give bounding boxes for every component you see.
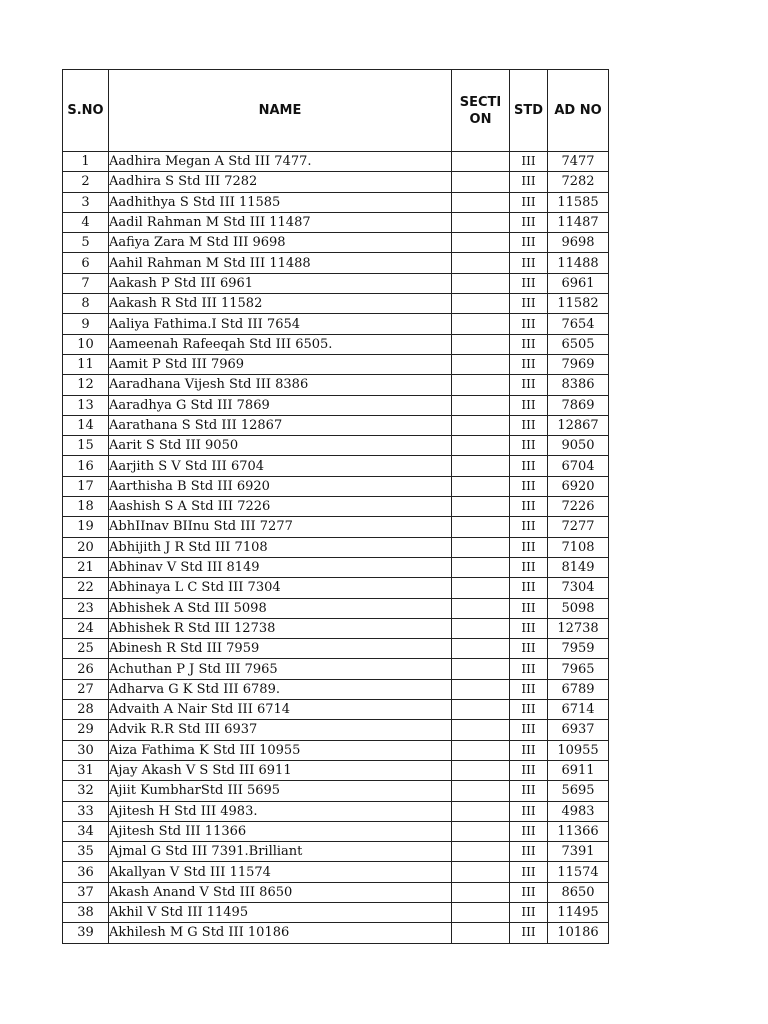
cell-sno: 4 [63, 212, 109, 232]
cell-section [452, 659, 510, 679]
cell-std: III [510, 476, 548, 496]
cell-name: Advik R.R Std III 6937 [109, 720, 452, 740]
table-row [63, 395, 609, 415]
cell-std: III [510, 760, 548, 780]
cell-section [452, 314, 510, 334]
table-row [63, 618, 609, 638]
cell-name: Aaradhana Vijesh Std III 8386 [109, 375, 452, 395]
cell-sno: 6 [63, 253, 109, 273]
cell-section [452, 152, 510, 172]
cell-name: Aadhira S Std III 7282 [109, 172, 452, 192]
table-row [63, 537, 609, 557]
cell-section [452, 578, 510, 598]
cell-name: Aakash P Std III 6961 [109, 273, 452, 293]
cell-section [452, 212, 510, 232]
table-row [63, 152, 609, 172]
cell-section [452, 436, 510, 456]
cell-sno: 9 [63, 314, 109, 334]
cell-name: Aadhira Megan A Std III 7477. [109, 152, 452, 172]
cell-name: Abinesh R Std III 7959 [109, 639, 452, 659]
cell-adno: 6920 [548, 476, 609, 496]
header-name: NAME [109, 70, 452, 152]
cell-section [452, 233, 510, 253]
cell-std: III [510, 456, 548, 476]
cell-sno: 28 [63, 700, 109, 720]
cell-sno: 33 [63, 801, 109, 821]
cell-std: III [510, 517, 548, 537]
cell-adno: 11495 [548, 902, 609, 922]
cell-adno: 6789 [548, 679, 609, 699]
cell-name: Aadhithya S Std III 11585 [109, 192, 452, 212]
table-row [63, 720, 609, 740]
cell-section [452, 497, 510, 517]
table-row [63, 294, 609, 314]
cell-adno: 7654 [548, 314, 609, 334]
cell-name: Aakash R Std III 11582 [109, 294, 452, 314]
cell-std: III [510, 598, 548, 618]
cell-name: Aaradhya G Std III 7869 [109, 395, 452, 415]
table-row [63, 233, 609, 253]
table-row [63, 740, 609, 760]
cell-sno: 1 [63, 152, 109, 172]
cell-sno: 20 [63, 537, 109, 557]
cell-section [452, 902, 510, 922]
cell-name: Abhishek R Std III 12738 [109, 618, 452, 638]
cell-adno: 7226 [548, 497, 609, 517]
table-row [63, 192, 609, 212]
cell-section [452, 537, 510, 557]
cell-sno: 34 [63, 821, 109, 841]
table-row [63, 172, 609, 192]
cell-adno: 5098 [548, 598, 609, 618]
table-row [63, 821, 609, 841]
cell-adno: 6714 [548, 700, 609, 720]
cell-std: III [510, 700, 548, 720]
cell-adno: 11487 [548, 212, 609, 232]
cell-std: III [510, 740, 548, 760]
cell-adno: 7304 [548, 578, 609, 598]
cell-section [452, 294, 510, 314]
cell-std: III [510, 923, 548, 943]
cell-sno: 24 [63, 618, 109, 638]
table-row [63, 842, 609, 862]
table-row [63, 578, 609, 598]
cell-name: Akhil V Std III 11495 [109, 902, 452, 922]
cell-adno: 12738 [548, 618, 609, 638]
cell-name: Aarjith S V Std III 6704 [109, 456, 452, 476]
cell-std: III [510, 172, 548, 192]
cell-sno: 10 [63, 334, 109, 354]
cell-std: III [510, 639, 548, 659]
cell-section [452, 517, 510, 537]
cell-adno: 7965 [548, 659, 609, 679]
cell-sno: 29 [63, 720, 109, 740]
table-row [63, 781, 609, 801]
cell-adno: 7869 [548, 395, 609, 415]
table-row [63, 314, 609, 334]
cell-sno: 30 [63, 740, 109, 760]
cell-section [452, 172, 510, 192]
cell-name: Aaliya Fathima.I Std III 7654 [109, 314, 452, 334]
table-row [63, 334, 609, 354]
cell-name: Akallyan V Std III 11574 [109, 862, 452, 882]
cell-sno: 27 [63, 679, 109, 699]
cell-std: III [510, 334, 548, 354]
cell-section [452, 700, 510, 720]
table-row [63, 902, 609, 922]
cell-std: III [510, 882, 548, 902]
cell-sno: 18 [63, 497, 109, 517]
cell-adno: 11574 [548, 862, 609, 882]
cell-section [452, 476, 510, 496]
cell-adno: 7277 [548, 517, 609, 537]
cell-sno: 37 [63, 882, 109, 902]
cell-name: Aarathana S Std III 12867 [109, 415, 452, 435]
table-header [63, 70, 609, 152]
cell-sno: 15 [63, 436, 109, 456]
header-std: STD [510, 70, 548, 152]
cell-adno: 9050 [548, 436, 609, 456]
table-row [63, 456, 609, 476]
cell-name: Abhinaya L C Std III 7304 [109, 578, 452, 598]
table-row [63, 679, 609, 699]
cell-adno: 6961 [548, 273, 609, 293]
cell-adno: 5695 [548, 781, 609, 801]
cell-sno: 14 [63, 415, 109, 435]
table-row [63, 253, 609, 273]
cell-std: III [510, 902, 548, 922]
cell-std: III [510, 375, 548, 395]
cell-std: III [510, 395, 548, 415]
cell-section [452, 639, 510, 659]
cell-adno: 11488 [548, 253, 609, 273]
cell-name: Ajiit KumbharStd III 5695 [109, 781, 452, 801]
table-row [63, 862, 609, 882]
table-row [63, 354, 609, 374]
cell-section [452, 557, 510, 577]
student-list-table [62, 69, 609, 944]
cell-section [452, 395, 510, 415]
cell-adno: 10955 [548, 740, 609, 760]
cell-adno: 12867 [548, 415, 609, 435]
cell-adno: 7391 [548, 842, 609, 862]
table-row [63, 882, 609, 902]
table-row [63, 517, 609, 537]
cell-std: III [510, 659, 548, 679]
cell-std: III [510, 821, 548, 841]
cell-adno: 7108 [548, 537, 609, 557]
cell-name: Aiza Fathima K Std III 10955 [109, 740, 452, 760]
cell-std: III [510, 436, 548, 456]
cell-name: Abhinav V Std III 8149 [109, 557, 452, 577]
cell-section [452, 821, 510, 841]
cell-section [452, 334, 510, 354]
header-row [63, 70, 609, 152]
cell-std: III [510, 233, 548, 253]
cell-sno: 23 [63, 598, 109, 618]
cell-name: Aafiya Zara M Std III 9698 [109, 233, 452, 253]
cell-section [452, 375, 510, 395]
cell-section [452, 415, 510, 435]
cell-name: Advaith A Nair Std III 6714 [109, 700, 452, 720]
cell-adno: 6937 [548, 720, 609, 740]
cell-name: Ajmal G Std III 7391.Brilliant [109, 842, 452, 862]
table-row [63, 497, 609, 517]
cell-name: AbhIInav BIInu Std III 7277 [109, 517, 452, 537]
cell-adno: 7959 [548, 639, 609, 659]
cell-adno: 4983 [548, 801, 609, 821]
cell-section [452, 862, 510, 882]
cell-sno: 25 [63, 639, 109, 659]
cell-name: Aarit S Std III 9050 [109, 436, 452, 456]
cell-sno: 7 [63, 273, 109, 293]
cell-sno: 22 [63, 578, 109, 598]
cell-name: Ajitesh H Std III 4983. [109, 801, 452, 821]
cell-adno: 8386 [548, 375, 609, 395]
cell-name: Ajay Akash V S Std III 6911 [109, 760, 452, 780]
cell-sno: 5 [63, 233, 109, 253]
cell-std: III [510, 862, 548, 882]
table-row [63, 436, 609, 456]
cell-name: Akash Anand V Std III 8650 [109, 882, 452, 902]
cell-section [452, 740, 510, 760]
cell-sno: 35 [63, 842, 109, 862]
cell-sno: 11 [63, 354, 109, 374]
table-row [63, 375, 609, 395]
cell-name: Aadil Rahman M Std III 11487 [109, 212, 452, 232]
header-section: SECTI ON [452, 70, 510, 152]
cell-section [452, 618, 510, 638]
cell-adno: 9698 [548, 233, 609, 253]
cell-sno: 32 [63, 781, 109, 801]
cell-sno: 19 [63, 517, 109, 537]
cell-adno: 6505 [548, 334, 609, 354]
table-row [63, 700, 609, 720]
cell-std: III [510, 842, 548, 862]
cell-section [452, 456, 510, 476]
cell-std: III [510, 212, 548, 232]
cell-section [452, 253, 510, 273]
cell-std: III [510, 679, 548, 699]
cell-std: III [510, 578, 548, 598]
cell-std: III [510, 294, 548, 314]
cell-sno: 3 [63, 192, 109, 212]
cell-adno: 10186 [548, 923, 609, 943]
cell-sno: 16 [63, 456, 109, 476]
cell-section [452, 354, 510, 374]
cell-name: Aamit P Std III 7969 [109, 354, 452, 374]
cell-std: III [510, 720, 548, 740]
table-row [63, 476, 609, 496]
cell-section [452, 760, 510, 780]
cell-std: III [510, 557, 548, 577]
cell-section [452, 781, 510, 801]
cell-sno: 12 [63, 375, 109, 395]
table-row [63, 659, 609, 679]
cell-section [452, 842, 510, 862]
cell-section [452, 923, 510, 943]
cell-std: III [510, 354, 548, 374]
cell-adno: 7477 [548, 152, 609, 172]
cell-adno: 6911 [548, 760, 609, 780]
cell-adno: 6704 [548, 456, 609, 476]
table-row [63, 557, 609, 577]
cell-name: Akhilesh M G Std III 10186 [109, 923, 452, 943]
table-row [63, 801, 609, 821]
cell-section [452, 598, 510, 618]
cell-name: Aameenah Rafeeqah Std III 6505. [109, 334, 452, 354]
table-row [63, 415, 609, 435]
cell-sno: 13 [63, 395, 109, 415]
cell-std: III [510, 781, 548, 801]
header-sno: S.NO [63, 70, 109, 152]
cell-name: Achuthan P J Std III 7965 [109, 659, 452, 679]
cell-sno: 21 [63, 557, 109, 577]
cell-sno: 38 [63, 902, 109, 922]
cell-std: III [510, 801, 548, 821]
table-body [63, 152, 609, 944]
cell-sno: 31 [63, 760, 109, 780]
cell-name: Adharva G K Std III 6789. [109, 679, 452, 699]
cell-name: Aashish S A Std III 7226 [109, 497, 452, 517]
cell-std: III [510, 497, 548, 517]
cell-std: III [510, 192, 548, 212]
cell-std: III [510, 537, 548, 557]
table-row [63, 598, 609, 618]
cell-std: III [510, 152, 548, 172]
table-row [63, 760, 609, 780]
table-row [63, 273, 609, 293]
header-adno: AD NO [548, 70, 609, 152]
cell-std: III [510, 253, 548, 273]
cell-name: Abhishek A Std III 5098 [109, 598, 452, 618]
cell-section [452, 273, 510, 293]
cell-sno: 2 [63, 172, 109, 192]
cell-section [452, 720, 510, 740]
cell-section [452, 801, 510, 821]
table-row [63, 639, 609, 659]
cell-sno: 17 [63, 476, 109, 496]
table-row [63, 212, 609, 232]
cell-sno: 26 [63, 659, 109, 679]
cell-adno: 8650 [548, 882, 609, 902]
cell-name: Abhijith J R Std III 7108 [109, 537, 452, 557]
cell-adno: 8149 [548, 557, 609, 577]
cell-std: III [510, 415, 548, 435]
cell-std: III [510, 273, 548, 293]
cell-name: Ajitesh Std III 11366 [109, 821, 452, 841]
cell-name: Aarthisha B Std III 6920 [109, 476, 452, 496]
cell-section [452, 192, 510, 212]
cell-adno: 11585 [548, 192, 609, 212]
cell-name: Aahil Rahman M Std III 11488 [109, 253, 452, 273]
cell-sno: 39 [63, 923, 109, 943]
cell-adno: 7969 [548, 354, 609, 374]
cell-std: III [510, 618, 548, 638]
cell-adno: 11366 [548, 821, 609, 841]
cell-sno: 8 [63, 294, 109, 314]
cell-sno: 36 [63, 862, 109, 882]
table-row [63, 923, 609, 943]
cell-section [452, 679, 510, 699]
cell-adno: 7282 [548, 172, 609, 192]
cell-adno: 11582 [548, 294, 609, 314]
cell-std: III [510, 314, 548, 334]
cell-section [452, 882, 510, 902]
